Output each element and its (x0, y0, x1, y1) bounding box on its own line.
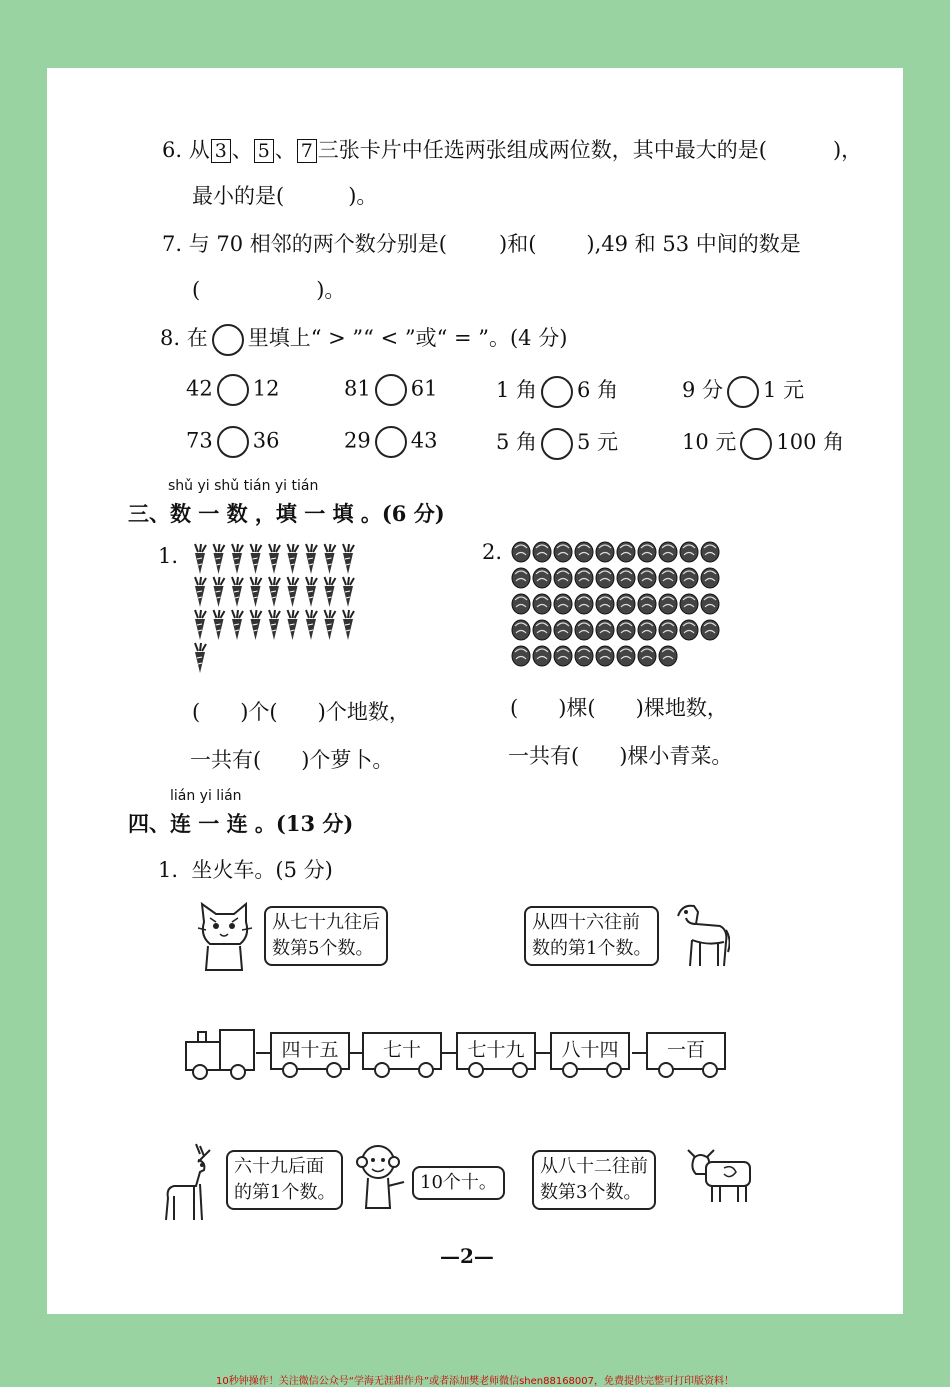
coupling (256, 1052, 270, 1054)
cabbage-icon (575, 646, 593, 666)
cabbage-icon (575, 620, 593, 640)
section-3-title: 三、数 一 数 ，填 一 填 。(6 分) (128, 501, 445, 526)
bubble-line: 数第3个数。 (540, 1182, 642, 1203)
train-car[interactable]: 七十九 (456, 1032, 536, 1070)
question-6 (162, 134, 862, 164)
compare-circle-icon[interactable] (375, 374, 407, 406)
carrot-icon (343, 577, 354, 607)
q7-text: )。 (316, 278, 346, 302)
cabbage-icon (533, 620, 551, 640)
left-value: 29 (344, 428, 371, 453)
page-number: —2— (440, 1244, 494, 1268)
cabbage-icon (638, 620, 656, 640)
horse-speech-bubble (524, 906, 659, 966)
carrot-icon (288, 577, 299, 607)
separator: 、 (231, 138, 253, 162)
cat-speech-bubble (264, 906, 388, 966)
cabbage-icon (617, 594, 635, 614)
comparison-item (186, 374, 279, 406)
coupling (348, 1052, 362, 1054)
q7-text: ),49 和 53 中间的数是 (586, 232, 801, 256)
card-5: 5 (254, 139, 274, 163)
card-3: 3 (211, 139, 231, 163)
carrot-icon (232, 610, 243, 640)
compare-circle-icon[interactable] (727, 376, 759, 408)
left-value: 10 元 (682, 430, 737, 454)
comparison-item (682, 426, 844, 460)
cabbage-icon (680, 568, 698, 588)
cabbage-icon (617, 568, 635, 588)
comparison-item (682, 374, 804, 408)
q6-text: 最小的是( (192, 184, 285, 208)
cabbage-icon (617, 620, 635, 640)
cabbage-icon (638, 542, 656, 562)
train-car[interactable]: 七十 (362, 1032, 442, 1070)
cabbage-icon (554, 620, 572, 640)
left-value: 81 (344, 376, 371, 401)
monkey-speech-bubble (412, 1166, 505, 1200)
question-7 (162, 228, 801, 258)
cabbage-icon (638, 568, 656, 588)
cabbage-icon (659, 620, 677, 640)
wheel-icon (512, 1062, 528, 1078)
cabbage-icon (659, 542, 677, 562)
cabbage-icon (701, 568, 719, 588)
carrot-icon (343, 610, 354, 640)
carrot-icon (195, 610, 206, 640)
cabbage-icon (701, 620, 719, 640)
comparison-item (496, 374, 618, 408)
comparison-item (496, 426, 618, 460)
carrot-icon (306, 610, 317, 640)
question-number: 7. (162, 232, 183, 256)
bubble-line: 从八十二往前 (540, 1156, 648, 1177)
q7-text: 与 70 相邻的两个数分别是( (188, 232, 447, 256)
right-value: 100 角 (776, 430, 845, 454)
wheel-icon (702, 1062, 718, 1078)
q6-text: 从 (188, 138, 210, 162)
cabbage-icon (554, 542, 572, 562)
problem-2-line2: 一共有( )棵小青菜。 (508, 744, 733, 768)
carrot-icon (269, 577, 280, 607)
problem-1-line1: ( )个( )个地数， (192, 700, 410, 724)
compare-circle-icon[interactable] (217, 374, 249, 406)
cabbage-icon (638, 646, 656, 666)
footer-notice: 10秒钟操作！关注微信公众号“学海无涯甜作舟”或者添加樊老师微信shen88168007，免费提供完整可打印版资料！ (215, 1376, 735, 1387)
wheel-icon (374, 1062, 390, 1078)
cabbage-icon (701, 542, 719, 562)
compare-circle-icon[interactable] (541, 428, 573, 460)
locomotive-icon (184, 1024, 258, 1082)
carrot-icon (269, 544, 280, 574)
comparison-item (344, 374, 437, 406)
cabbage-icon (596, 620, 614, 640)
cabbage-icon (596, 594, 614, 614)
carrot-icon (214, 610, 225, 640)
comparison-item (186, 426, 279, 458)
cabbage-icon (512, 594, 530, 614)
cabbage-icon (701, 594, 719, 614)
question-6-line2 (192, 180, 377, 210)
question-8 (160, 322, 567, 356)
wheel-icon (418, 1062, 434, 1078)
carrot-icon (195, 643, 206, 673)
compare-circle-icon[interactable] (740, 428, 772, 460)
bubble-line: 10个十。 (420, 1172, 497, 1193)
carrot-icon (269, 610, 280, 640)
cabbage-icon (680, 594, 698, 614)
q6-text: )。 (348, 184, 378, 208)
left-value: 73 (186, 428, 213, 453)
carrot-icon (325, 544, 336, 574)
carrot-icon (343, 544, 354, 574)
comparison-item (344, 426, 437, 458)
problem-1-number: 1. (158, 544, 179, 568)
left-value: 42 (186, 376, 213, 401)
cow-icon (684, 1144, 754, 1204)
right-value: 43 (410, 428, 438, 453)
deer-icon (160, 1140, 220, 1224)
left-value: 9 分 (682, 378, 724, 402)
cabbage-icon (575, 568, 593, 588)
compare-circle-icon[interactable] (541, 376, 573, 408)
cabbage-icon (596, 646, 614, 666)
horse-icon (672, 900, 730, 970)
train-car[interactable]: 一百 (646, 1032, 726, 1070)
cabbage-icon (512, 620, 530, 640)
cabbage-icon (512, 646, 530, 666)
compare-circle-icon[interactable] (217, 426, 249, 458)
carrots-illustration (184, 540, 374, 680)
cat-icon (196, 900, 254, 972)
separator: 、 (274, 138, 296, 162)
bubble-line: 的第1个数。 (234, 1182, 336, 1203)
question-1-title: 1. 坐火车。(5 分) (158, 858, 333, 882)
problem-2-line1: ( )棵( )棵地数， (510, 696, 728, 720)
compare-circle-icon (212, 324, 244, 356)
right-value: 5 元 (577, 430, 619, 454)
bubble-line: 六十九后面 (234, 1156, 324, 1177)
q6-text: )， (832, 138, 863, 162)
carrot-icon (214, 544, 225, 574)
carrot-icon (195, 577, 206, 607)
left-value: 1 角 (496, 378, 538, 402)
cow-speech-bubble (532, 1150, 656, 1210)
wheel-icon (562, 1062, 578, 1078)
cabbage-icon (575, 594, 593, 614)
bubble-line: 数第5个数。 (272, 938, 374, 959)
problem-2-number: 2. (482, 540, 503, 564)
bubble-line: 从七十九往后 (272, 912, 380, 933)
carrot-icon (232, 544, 243, 574)
question-number: 8. (160, 326, 181, 350)
question-number: 6. (162, 138, 183, 162)
cabbage-icon (638, 594, 656, 614)
question-7-line2 (192, 274, 345, 304)
problem-1-line2: 一共有( )个萝卜。 (190, 748, 394, 772)
section-4-title: 四、连 一 连 。(13 分) (128, 811, 354, 836)
q8-text: 在 (186, 326, 208, 350)
cabbage-icon (533, 542, 551, 562)
cabbage-icon (659, 646, 677, 666)
carrot-icon (325, 577, 336, 607)
right-value: 36 (252, 428, 280, 453)
cabbage-icon (617, 542, 635, 562)
wheel-icon (326, 1062, 342, 1078)
cabbage-icon (533, 594, 551, 614)
cabbage-icon (554, 568, 572, 588)
cabbage-icon (680, 620, 698, 640)
card-7: 7 (297, 139, 317, 163)
train-car[interactable]: 四十五 (270, 1032, 350, 1070)
carrot-icon (288, 610, 299, 640)
cabbage-icon (554, 646, 572, 666)
cabbage-icon (533, 568, 551, 588)
carrot-icon (306, 544, 317, 574)
q6-text: 三张卡片中任选两张组成两位数，其中最大的是( (317, 138, 767, 162)
cabbage-icon (596, 568, 614, 588)
monkey-icon (354, 1142, 408, 1212)
left-value: 5 角 (496, 430, 538, 454)
wheel-icon (468, 1062, 484, 1078)
coupling (442, 1052, 456, 1054)
carrot-icon (288, 544, 299, 574)
cabbage-icon (554, 594, 572, 614)
wheel-icon (658, 1062, 674, 1078)
carrot-icon (306, 577, 317, 607)
cabbage-icon (533, 646, 551, 666)
carrot-icon (251, 544, 262, 574)
coupling (632, 1052, 646, 1054)
compare-circle-icon[interactable] (375, 426, 407, 458)
right-value: 12 (252, 376, 280, 401)
coupling (536, 1052, 550, 1054)
section-4-pinyin: lián yi lián (170, 788, 242, 804)
cabbage-icon (659, 568, 677, 588)
cabbage-icon (659, 594, 677, 614)
bubble-line: 数的第1个数。 (532, 938, 652, 959)
right-value: 6 角 (577, 378, 619, 402)
carrot-icon (251, 610, 262, 640)
q7-text: ( (192, 278, 201, 302)
deer-speech-bubble (226, 1150, 343, 1210)
cabbage-icon (575, 542, 593, 562)
cabbage-icon (680, 542, 698, 562)
cabbage-icon (617, 646, 635, 666)
carrot-icon (214, 577, 225, 607)
cabbage-icon (512, 542, 530, 562)
train-car[interactable]: 八十四 (550, 1032, 630, 1070)
wheel-icon (282, 1062, 298, 1078)
right-value: 61 (410, 376, 438, 401)
q8-text: 里填上“ > ”“ < ”或“ = ”。(4 分) (247, 326, 568, 350)
cabbages-illustration (508, 536, 730, 674)
carrot-icon (251, 577, 262, 607)
section-3-pinyin: shǔ yi shǔ tián yi tián (168, 478, 319, 494)
wheel-icon (606, 1062, 622, 1078)
cabbage-icon (596, 542, 614, 562)
cabbage-icon (512, 568, 530, 588)
q7-text: )和( (499, 232, 537, 256)
right-value: 1 元 (763, 378, 805, 402)
carrot-icon (232, 577, 243, 607)
carrot-icon (325, 610, 336, 640)
carrot-icon (195, 544, 206, 574)
bubble-line: 从四十六往前 (532, 912, 640, 933)
